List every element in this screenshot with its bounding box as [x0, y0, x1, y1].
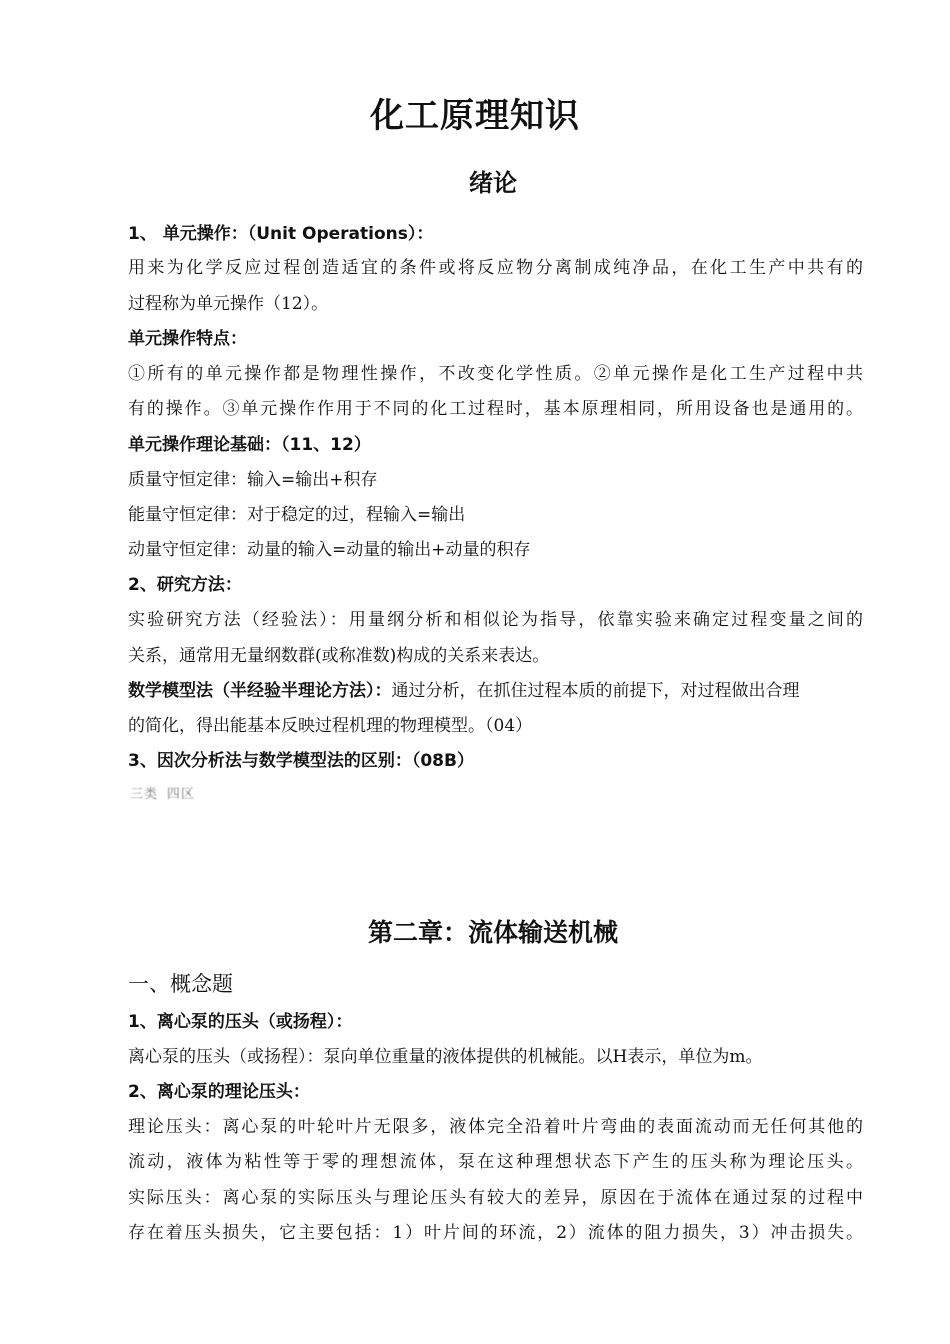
s1-law-mass: 质量守恒定律：输入=输出+积存: [128, 470, 378, 490]
ch2-q1-heading: 1、离心泵的压头（或扬程）：: [128, 1012, 353, 1032]
faded-stamp-text: 三类 四区: [130, 787, 195, 802]
s1-law-momentum: 动量守恒定律：动量的输入=动量的输出+动量的积存: [128, 540, 531, 560]
s2-model-method-text: 通过分析，在抓住过程本质的前提下，对过程做出合理: [391, 681, 800, 701]
ch2-q2-line-1: 理论压头：离心泵的叶轮叶片无限多，液体完全沿着叶片弯曲的表面流动而无任何其他的: [128, 1117, 863, 1137]
ch2-q2-line-3: 实际压头：离心泵的实际压头与理论压头有较大的差异，原因在于流体在通过泵的过程中: [128, 1188, 863, 1208]
intro-heading: 绪论: [469, 168, 517, 197]
s1-basis-heading: 单元操作理论基础：（11、12）: [128, 435, 371, 455]
s2-paragraph-1-line-1: 实验研究方法（经验法）：用量纲分析和相似论为指导，依靠实验来确定过程变量之间的: [128, 610, 863, 630]
s1-paragraph-line-2: 过程称为单元操作（12）。: [128, 294, 329, 314]
ch2-section-heading: 一、概念题: [128, 972, 233, 996]
section-3-heading: 3、因次分析法与数学模型法的区别：（08B）: [128, 751, 474, 771]
s2-paragraph-1-line-2: 关系，通常用无量纲数群(或称准数)构成的关系来表达。: [128, 646, 550, 666]
s1-features-line-1: ①所有的单元操作都是物理性操作，不改变化学性质。②单元操作是化工生产过程中共: [128, 364, 863, 384]
ch2-q1-text: 离心泵的压头（或扬程）：泵向单位重量的液体提供的机械能。以H表示，单位为m。: [128, 1047, 763, 1067]
s2-model-method-label: 数学模型法（半经验半理论方法）：: [128, 681, 392, 701]
s1-paragraph-line-1: 用来为化学反应过程创造适宜的条件或将反应物分离制成纯净品，在化工生产中共有的: [128, 258, 863, 278]
ch2-q2-line-2: 流动，液体为粘性等于零的理想流体，泵在这种理想状态下产生的压头称为理论压头。: [128, 1152, 863, 1172]
ch2-q2-line-4: 存在着压头损失，它主要包括：1）叶片间的环流，2）流体的阻力损失，3）冲击损失。: [128, 1223, 863, 1243]
s1-law-energy: 能量守恒定律：对于稳定的过，程输入=输出: [128, 505, 466, 525]
ch2-q2-heading: 2、离心泵的理论压头：: [128, 1082, 310, 1102]
s2-paragraph-2-line-2: 的简化，得出能基本反映过程机理的物理模型。（04）: [128, 716, 533, 736]
chapter-2-title: 第二章：流体输送机械: [367, 918, 618, 947]
s2-paragraph-2-line-1: [128, 676, 863, 701]
section-1-heading: 1、 单元操作：（Unit Operations）：: [128, 224, 434, 244]
s1-features-heading: 单元操作特点：: [128, 329, 247, 349]
s1-features-line-2: 有的操作。③单元操作作用于不同的化工过程时，基本原理相同，所用设备也是通用的。: [128, 399, 863, 419]
document-title: 化工原理知识: [370, 96, 580, 136]
section-2-heading: 2、研究方法：: [128, 575, 242, 595]
